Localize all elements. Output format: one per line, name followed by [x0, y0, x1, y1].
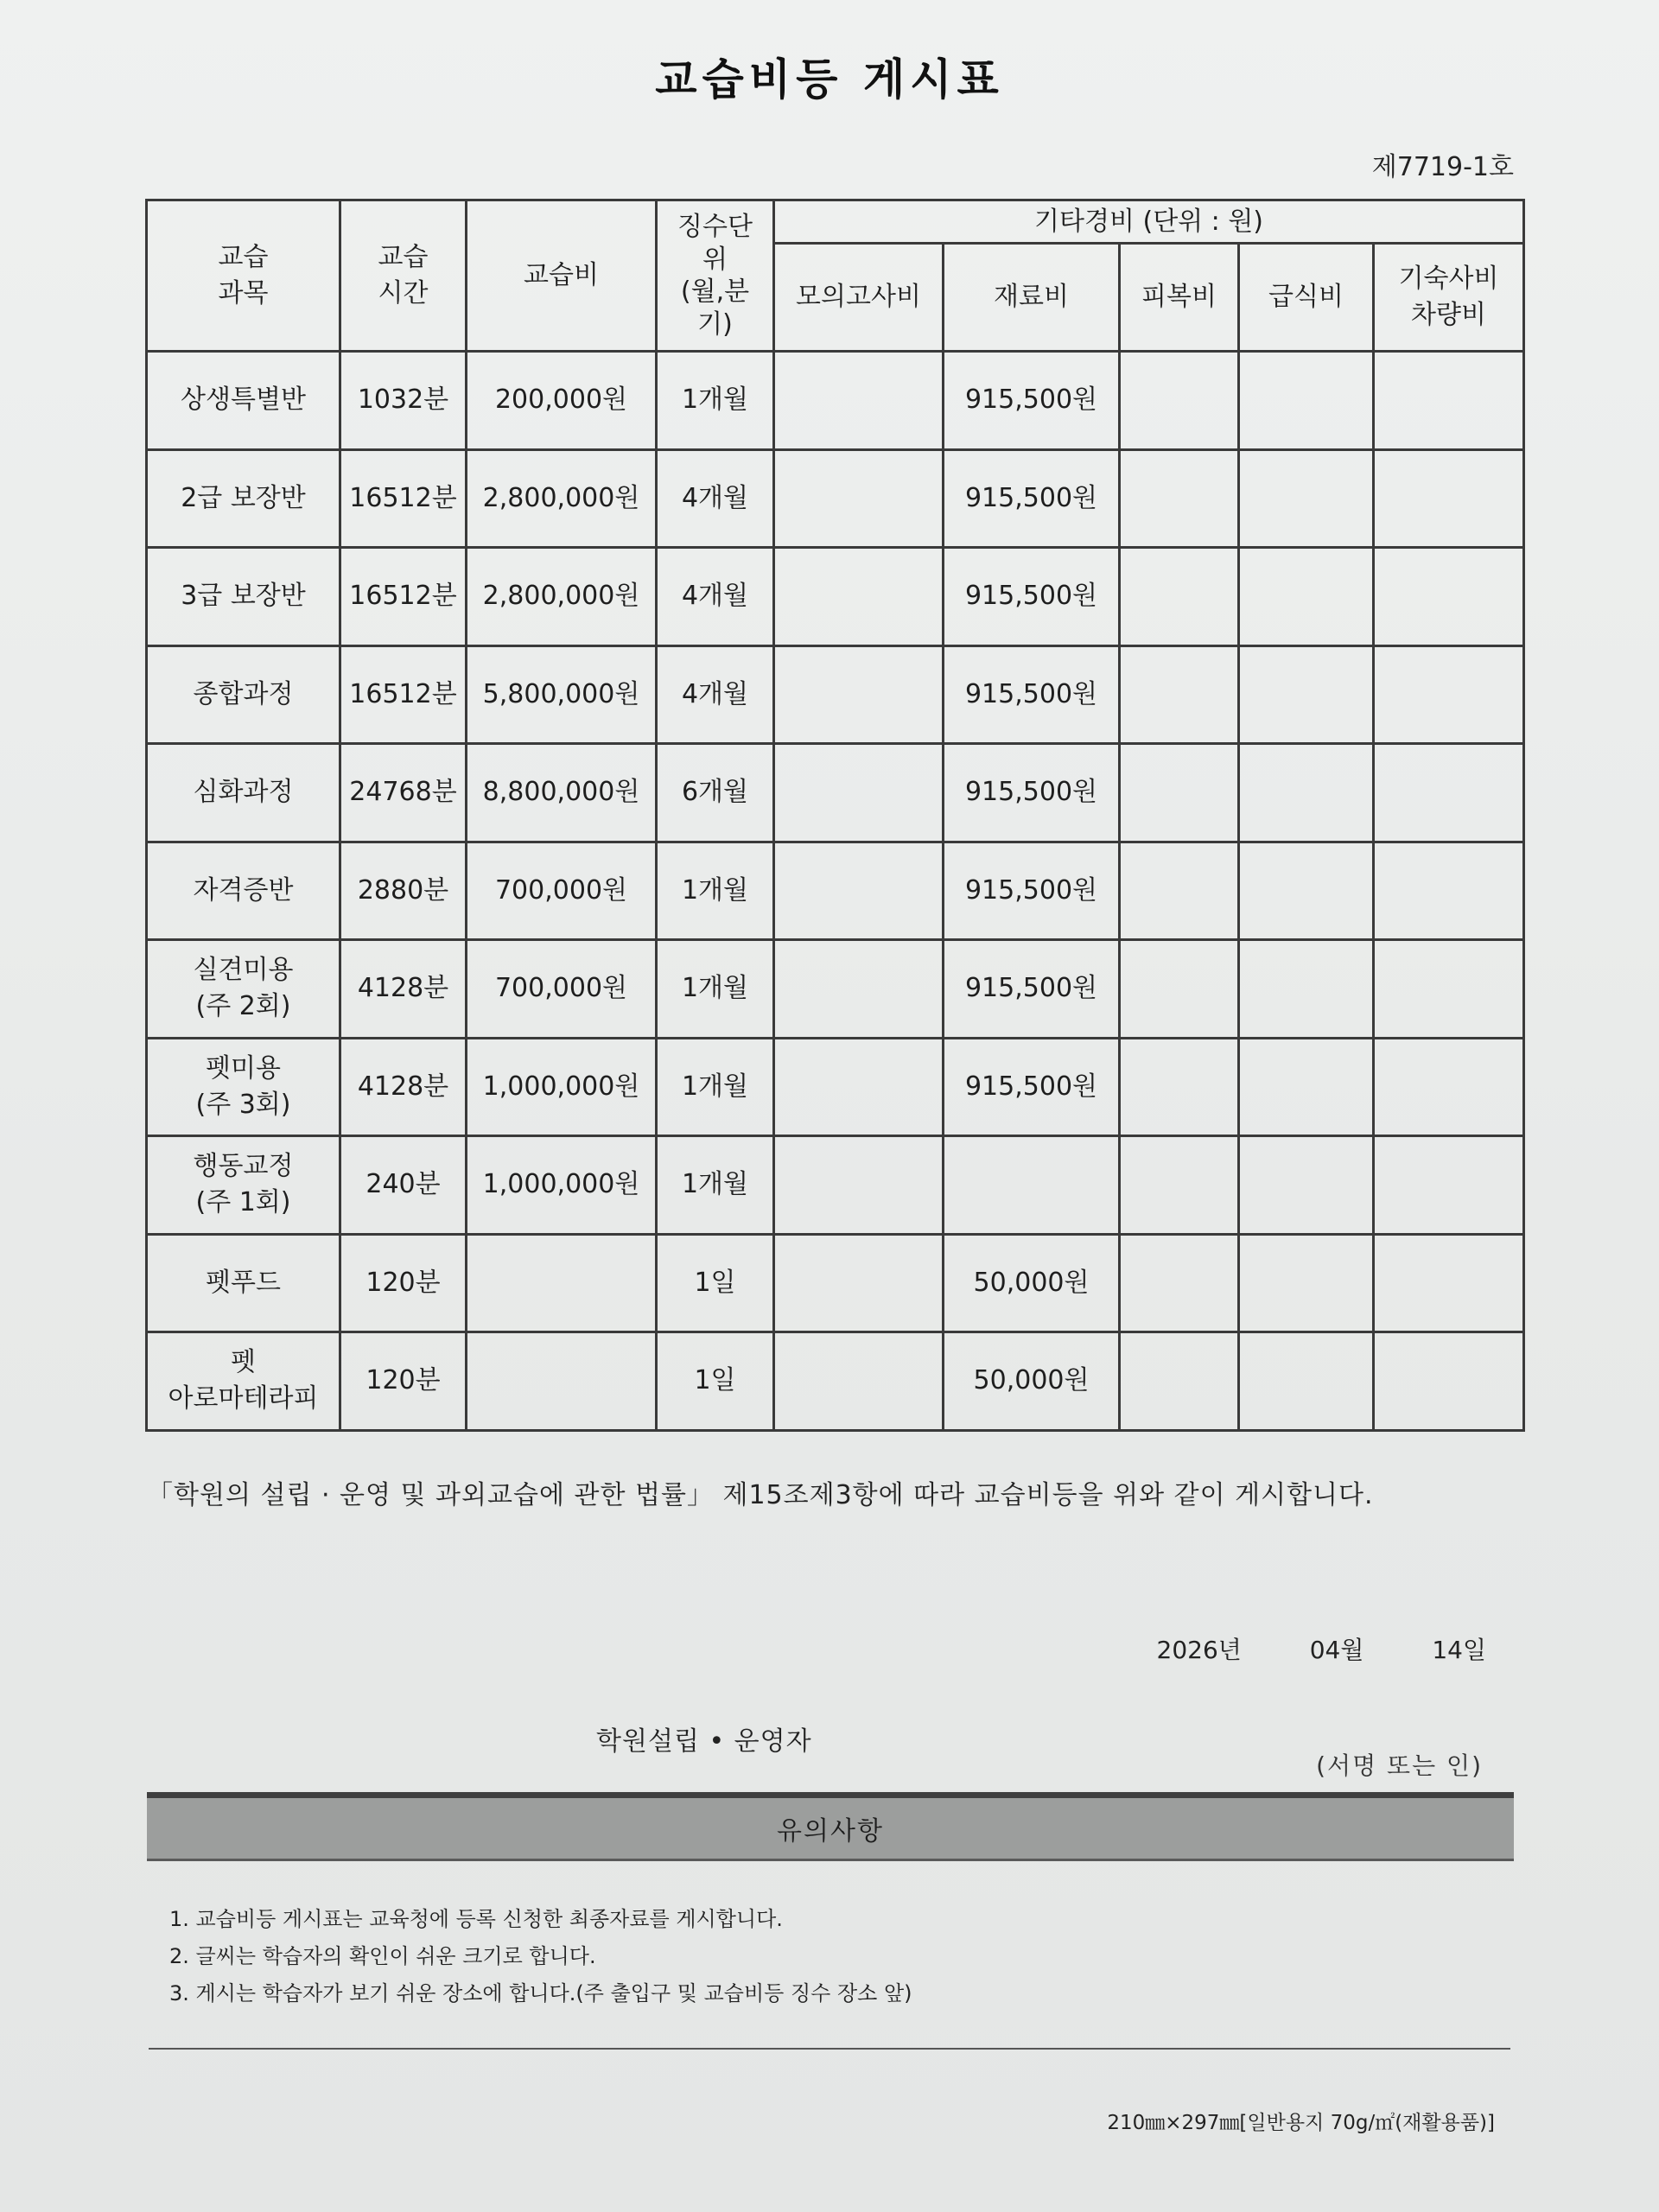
header-mock-exam: 모의고사비 — [774, 244, 944, 352]
material-cell: 915,500원 — [944, 744, 1120, 842]
hours-cell: 120분 — [340, 1234, 467, 1332]
bottom-divider — [149, 2048, 1510, 2050]
material-cell: 915,500원 — [944, 940, 1120, 1039]
dorm-vehicle-cell — [1374, 1332, 1524, 1431]
subject-cell: 2급 보장반 — [147, 449, 340, 548]
unit-cell: 1일 — [657, 1234, 774, 1332]
table-row — [147, 1038, 1524, 1136]
uniform-cell — [1120, 449, 1239, 548]
header-unit: 징수단 위 (월,분 기) — [657, 200, 774, 352]
hours-cell: 120분 — [340, 1332, 467, 1431]
fee-cell: 700,000원 — [467, 940, 657, 1039]
header-hours: 교습 시간 — [340, 200, 467, 352]
hours-cell: 24768분 — [340, 744, 467, 842]
table-row — [147, 1234, 1524, 1332]
paper-spec: 210㎜×297㎜[일반용지 70g/㎡(재활용품)] — [1107, 2112, 1495, 2134]
table-row — [147, 645, 1524, 744]
founder-label: 학원설립 • 운영자 — [596, 1726, 812, 1757]
mock-exam-cell — [774, 1038, 944, 1136]
dorm-vehicle-cell — [1374, 1136, 1524, 1235]
hours-cell: 2880분 — [340, 842, 467, 940]
uniform-cell — [1120, 1038, 1239, 1136]
fee-cell: 700,000원 — [467, 842, 657, 940]
unit-cell: 1개월 — [657, 1038, 774, 1136]
uniform-cell — [1120, 352, 1239, 450]
mock-exam-cell — [774, 449, 944, 548]
material-cell: 915,500원 — [944, 352, 1120, 450]
subject-cell: 실견미용 (주 2회) — [147, 940, 340, 1039]
table-header-row — [147, 200, 1524, 244]
meal-cell — [1239, 1038, 1374, 1136]
unit-cell: 4개월 — [657, 548, 774, 646]
caution-item: 1. 교습비등 게시표는 교육청에 등록 신청한 최종자료를 게시합니다. — [169, 1907, 783, 1931]
subject-cell: 자격증반 — [147, 842, 340, 940]
material-cell: 915,500원 — [944, 548, 1120, 646]
subject-cell: 종합과정 — [147, 645, 340, 744]
hours-cell: 16512분 — [340, 645, 467, 744]
subject-cell: 펫 아로마테라피 — [147, 1332, 340, 1431]
mock-exam-cell — [774, 1234, 944, 1332]
caution-header — [147, 1792, 1514, 1861]
header-meal: 급식비 — [1239, 244, 1374, 352]
meal-cell — [1239, 352, 1374, 450]
dorm-vehicle-cell — [1374, 744, 1524, 842]
date-month: 04월 — [1309, 1636, 1364, 1664]
header-other-expenses: 기타경비 (단위 : 원) — [774, 200, 1524, 244]
fee-cell: 2,800,000원 — [467, 548, 657, 646]
table-row — [147, 940, 1524, 1039]
unit-cell: 1개월 — [657, 842, 774, 940]
mock-exam-cell — [774, 645, 944, 744]
caution-item: 3. 게시는 학습자가 보기 쉬운 장소에 합니다.(주 출입구 및 교습비등 징수 장소 앞) — [169, 1981, 912, 2005]
dorm-vehicle-cell — [1374, 352, 1524, 450]
meal-cell — [1239, 548, 1374, 646]
meal-cell — [1239, 1234, 1374, 1332]
meal-cell — [1239, 842, 1374, 940]
date — [1096, 1631, 1487, 1666]
meal-cell — [1239, 645, 1374, 744]
caution-list — [169, 1901, 1465, 2012]
caution-item: 2. 글씨는 학습자의 확인이 쉬운 크기로 합니다. — [169, 1944, 596, 1968]
unit-cell: 1일 — [657, 1332, 774, 1431]
uniform-cell — [1120, 1136, 1239, 1235]
legal-notice: 「학원의 설립 · 운영 및 과외교습에 관한 법률」 제15조제3항에 따라 교습비등을 위와 같이 게시합니다. — [147, 1480, 1374, 1510]
meal-cell — [1239, 940, 1374, 1039]
mock-exam-cell — [774, 744, 944, 842]
table-row — [147, 1136, 1524, 1235]
date-day: 14일 — [1432, 1636, 1486, 1664]
dorm-vehicle-cell — [1374, 449, 1524, 548]
material-cell: 915,500원 — [944, 449, 1120, 548]
fee-cell: 8,800,000원 — [467, 744, 657, 842]
material-cell: 50,000원 — [944, 1332, 1120, 1431]
header-fee: 교습비 — [467, 200, 657, 352]
unit-cell: 1개월 — [657, 1136, 774, 1235]
signature-label: (서명 또는 인) — [1316, 1751, 1483, 1780]
table-row — [147, 1332, 1524, 1431]
table-row — [147, 744, 1524, 842]
fee-table — [145, 199, 1525, 1432]
meal-cell — [1239, 1332, 1374, 1431]
dorm-vehicle-cell — [1374, 645, 1524, 744]
table-row — [147, 548, 1524, 646]
uniform-cell — [1120, 1234, 1239, 1332]
hours-cell: 4128분 — [340, 940, 467, 1039]
unit-cell: 6개월 — [657, 744, 774, 842]
hours-cell: 4128분 — [340, 1038, 467, 1136]
hours-cell: 1032분 — [340, 352, 467, 450]
date-year: 2026년 — [1156, 1636, 1242, 1664]
dorm-vehicle-cell — [1374, 1038, 1524, 1136]
mock-exam-cell — [774, 842, 944, 940]
material-cell — [944, 1136, 1120, 1235]
mock-exam-cell — [774, 940, 944, 1039]
uniform-cell — [1120, 645, 1239, 744]
table-row — [147, 842, 1524, 940]
fee-table-body — [147, 352, 1524, 1431]
fee-cell: 5,800,000원 — [467, 645, 657, 744]
uniform-cell — [1120, 940, 1239, 1039]
material-cell: 50,000원 — [944, 1234, 1120, 1332]
subject-cell: 펫푸드 — [147, 1234, 340, 1332]
mock-exam-cell — [774, 548, 944, 646]
unit-cell: 4개월 — [657, 645, 774, 744]
mock-exam-cell — [774, 1332, 944, 1431]
meal-cell — [1239, 449, 1374, 548]
meal-cell — [1239, 1136, 1374, 1235]
dorm-vehicle-cell — [1374, 842, 1524, 940]
subject-cell: 행동교정 (주 1회) — [147, 1136, 340, 1235]
dorm-vehicle-cell — [1374, 1234, 1524, 1332]
header-material: 재료비 — [944, 244, 1120, 352]
subject-cell: 3급 보장반 — [147, 548, 340, 646]
subject-cell: 심화과정 — [147, 744, 340, 842]
subject-cell: 펫미용 (주 3회) — [147, 1038, 340, 1136]
header-uniform: 피복비 — [1120, 244, 1239, 352]
uniform-cell — [1120, 744, 1239, 842]
material-cell: 915,500원 — [944, 1038, 1120, 1136]
caution-title: 유의사항 — [777, 1816, 884, 1847]
material-cell: 915,500원 — [944, 645, 1120, 744]
dorm-vehicle-cell — [1374, 940, 1524, 1039]
hours-cell: 16512분 — [340, 449, 467, 548]
fee-cell — [467, 1332, 657, 1431]
document-number: 제7719-1호 — [1371, 152, 1514, 182]
fee-cell: 200,000원 — [467, 352, 657, 450]
uniform-cell — [1120, 548, 1239, 646]
mock-exam-cell — [774, 352, 944, 450]
fee-cell: 1,000,000원 — [467, 1136, 657, 1235]
header-dorm-vehicle: 기숙사비 차량비 — [1374, 244, 1524, 352]
unit-cell: 4개월 — [657, 449, 774, 548]
hours-cell: 240분 — [340, 1136, 467, 1235]
material-cell: 915,500원 — [944, 842, 1120, 940]
table-row — [147, 352, 1524, 450]
dorm-vehicle-cell — [1374, 548, 1524, 646]
table-row — [147, 449, 1524, 548]
hours-cell: 16512분 — [340, 548, 467, 646]
unit-cell: 1개월 — [657, 352, 774, 450]
meal-cell — [1239, 744, 1374, 842]
page-title: 교습비등 게시표 — [655, 54, 1004, 105]
uniform-cell — [1120, 1332, 1239, 1431]
mock-exam-cell — [774, 1136, 944, 1235]
uniform-cell — [1120, 842, 1239, 940]
fee-cell: 2,800,000원 — [467, 449, 657, 548]
fee-cell — [467, 1234, 657, 1332]
header-subject: 교습 과목 — [147, 200, 340, 352]
fee-cell: 1,000,000원 — [467, 1038, 657, 1136]
unit-cell: 1개월 — [657, 940, 774, 1039]
subject-cell: 상생특별반 — [147, 352, 340, 450]
